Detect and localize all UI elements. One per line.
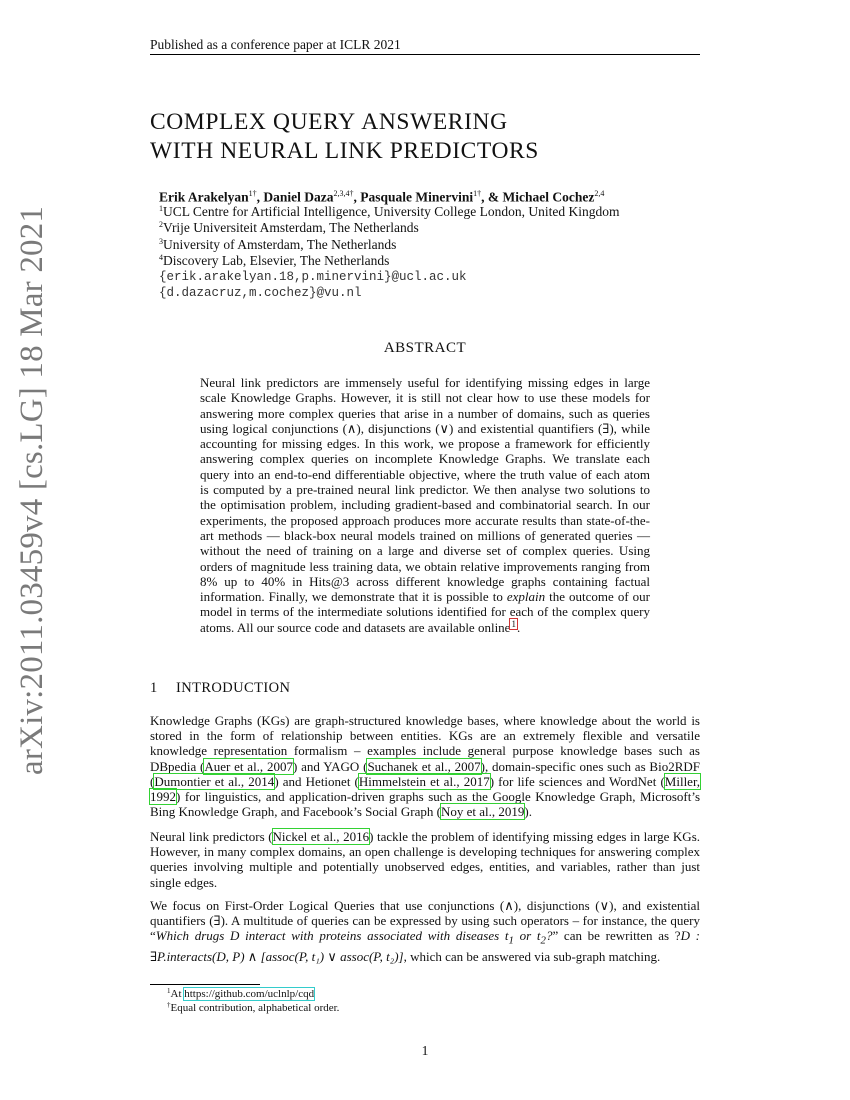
email-line: {d.dazacruz,m.cochez}@vu.nl [159,286,362,301]
footnote-1: $^1$At https://github.com/uclnlp/cqd [167,987,315,1000]
title-line-2: WITH NEURAL LINK PREDICTORS [150,138,539,164]
section-heading-introduction: 1 INTRODUCTION [150,680,291,696]
author-emails [159,269,719,302]
query-formula: D : ∃P.interacts(D, P) ∧ [assoc(P, t₁) ∨ assoc(P, t₂)] [150,928,700,965]
running-header: Published as a conference paper at ICLR 2021 [150,36,700,55]
citation-link[interactable]: Auer et al., 2007 [204,758,293,774]
author-name: Pasquale Minervini [360,189,474,205]
author-name: Daniel Daza [263,189,334,205]
affiliation: $^4$Discovery Lab, Elsevier, The Netherlands [159,252,390,268]
citation-link[interactable]: Nickel et al., 2016 [272,829,370,844]
citation-link[interactable]: Himmelstein et al., 2017 [358,773,490,789]
author-list: Erik Arakelyan$^{1\dagger}$, Daniel Daza$^{2,3,4\dagger}$, Pasquale Minervini$^{1\dagger}$, & Michael Cochez$^{2,4}$ [159,189,605,205]
affiliation: $^3$University of Amsterdam, The Netherlands [159,236,397,252]
footnote-equal-contribution: †Equal contribution, alphabetical order. [167,1001,340,1014]
author-name: Erik Arakelyan [159,189,249,205]
affiliations [159,204,719,269]
abstract-heading: ABSTRACT [383,340,467,356]
email-line: {erik.arakelyan.18,p.minervini}@ucl.ac.uk [159,270,467,284]
title-line-1: COMPLEX QUERY ANSWERING [150,109,508,135]
citation-link[interactable]: Suchanek et al., 2007 [367,758,481,774]
footnote-link-1[interactable]: 1 [511,618,516,629]
affiliation: $^2$Vrije Universiteit Amsterdam, The Netherlands [159,220,419,236]
intro-paragraph-2: Neural link predictors (Nickel et al., 2016) tackle the problem of identifying missing edges in large KGs. However, in many complex domains, an open challenge is developing techniques for answering complex queries involving multiple and potentially unobserved edges, entities, and variables, rather than just single edges. [150,829,700,890]
abstract-text: Neural link predictors are immensely useful for identifying missing edges in large scale Knowledge Graphs. However, it is still not clear how to use these models for answering more complex queries that arise in a number of domains, such as queries using logical conjunctions (∧), disjunctions (∨) and existential quantifiers (∃), while accounting for missing edges. In this work, we propose a framework for efficiently answering complex queries on incomplete Knowledge Graphs. We translate each query into an end-to-end differentiable objective, where the truth value of each atom is computed by a pre-trained neural link predictor. We then analyse two solutions to the optimisation problem, including gradient-based and combinatorial search. In our experiments, the proposed approach produces more accurate results than state-of-the-art methods — black-box neural models trained on millions of generated queries — without the need of training on a large and diverse set of complex queries. Using orders of magnitude less training data, we obtain relative improvements ranging from 8% up to 40% in Hits@3 across different knowledge graphs containing factual information. Finally, we demonstrate that it is possible to explain the outcome of our model in terms of the intermediate solutions identified for each of the complex query atoms. All our source code and datasets are available online$^1$. [200,375,650,635]
citation-link[interactable]: Noy et al., 2019 [441,804,525,820]
code-repository-link[interactable]: https://github.com/uclnlp/cqd [184,988,315,1000]
arxiv-identifier-stamp: arXiv:2011.03459v4 [cs.LG] 18 Mar 2021 [14,205,50,775]
author-name: Michael Cochez [502,189,595,205]
affiliation: $^1$UCL Centre for Artificial Intelligence, University College London, United Kingdom [159,204,620,219]
footnotes [167,987,697,1015]
example-query: Which drugs D interact with proteins associated with diseases $t_1$ or $t_2$? [155,928,553,947]
page-number: 1 [421,1043,429,1058]
intro-paragraph-3: We focus on First-Order Logical Queries that use conjunctions (∧), disjunctions (∨), and existential quantifiers (∃). A multitude of queries can be expressed by using such operators – for instance, the query “Which drugs D interact with proteins associated with diseases $t_1$ or $t_2$?” can be rewritten as ?D : ∃P.interacts(D, P) ∧ [assoc(P, t₁) ∨ assoc(P, t₂)], which can be answered via sub-graph matching. [150,898,700,965]
citation-link[interactable]: Dumontier et al., 2014 [154,773,275,789]
citation-link[interactable]: Miller, 1992 [150,773,701,805]
intro-paragraph-1: Knowledge Graphs (KGs) are graph-structured knowledge bases, where knowledge about the world is stored in the form of relationship between entities. KGs are an extremely flexible and versatile knowledge representation formalism – examples include general purpose knowledge bases such as DBpedia (Auer et al., 2007) and YAGO (Suchanek et al., 2007), domain-specific ones such as Bio2RDF (Dumontier et al., 2014) and Hetionet (Himmelstein et al., 2017) for life sciences and WordNet (Miller, 1992) for linguistics, and application-driven graphs such as the Google Knowledge Graph, Microsoft’s Bing Knowledge Graph, and Facebook’s Social Graph (Noy et al., 2019). [150,713,701,820]
footnote-divider [150,984,260,985]
paper-title [150,108,710,166]
